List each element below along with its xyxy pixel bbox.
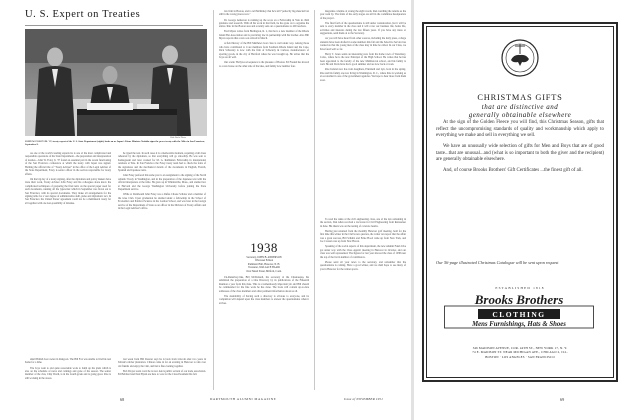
paragraph: Having just returned from the monthly Hanover golf meeting, held for the first time this winter in the Club's new quarters, the writer can report that the affair was a great success. Bill Schultz and Ernie Hood came up from New York, and Joe Crossan was up from New Haven.: [320, 229, 406, 244]
paragraph: Harry T. Jones sends an interesting note from his home town of Waterbury, Conn., where he is the new Principal of the High School. He writes that he has been appointed to the faculty of the new Middletown school, and his family is well. He and Doris have had a good summer and are now back at work.: [320, 52, 406, 67]
paragraph: Un-Ruderlary-like, Bill McDonnell, the secretary of the Chautauqua, his submitted the preparation of a One Directory by its publications of the Fifteenth Reunion a year from this June. This is a tremendously important job and Bill should be commended for the fine work he has done. The book will contain up-to-date addresses of the class members and other pertinent information about us all.: [219, 276, 309, 293]
article-column-2-bottom: [118, 358, 206, 392]
column-rule: [314, 10, 315, 390]
logo-furnishings: Mens Furnishings, Hats & Shoes: [472, 321, 566, 328]
paragraph: Pete Ireland now has twin daughters, Elizabeth and Lyn, born in the spring. Pete and his family are now living in Washington, D. C., where Pete is working as an economist in one of the government agencies. We hope to hear more from them soon.: [320, 68, 406, 82]
photo-credit: Wide World Photo: [170, 137, 186, 139]
paragraph: The desirability of having such a directory is obvious to everyone, and its completion will depend upon the class members to answer the questionnaire when it arrives.: [219, 294, 309, 305]
article-column-3-bottom: [219, 276, 309, 392]
paragraph: last week from Bill Rosster says he is back from Lincoln after two years in Tehran's rubber plantation. Clinton came in for an evening in Hanover to talk over old friends and enjoy the visit, and had a fine evening together.: [118, 358, 206, 368]
established-line: ESTABLISHED 1818: [495, 286, 545, 290]
ad-headline-line: generally obtainable elsewhere: [468, 111, 572, 120]
address-line: 74 E. MADISON ST. NEAR MICHIGAN AVE., CHICAGO 2, ILL.: [472, 350, 568, 355]
running-head-right: Issue of NOVEMBER 1951: [344, 397, 384, 401]
running-head-left: DARTMOUTH ALUMNI MAGAZINE: [210, 397, 277, 401]
article-column-4: [320, 10, 406, 215]
page-number-left: 68: [120, 397, 125, 402]
catalogue-note: Our 56-page illustrated Christmas Catalogue will be sent upon request: [436, 260, 559, 265]
address-line: 346 MADISON AVENUE, COR. 44TH ST., NEW YORK 17, N. Y.: [472, 346, 568, 350]
golden-fleece-emblem-icon: [500, 38, 540, 78]
paragraph: Bob Dwyer reads word he is now Asia's public servant of our trade association. Ed Hebbard and Neal Byam are here to vote for the Class President this fall.: [118, 369, 206, 377]
article-column-5: [320, 218, 406, 392]
article-column-3: [219, 10, 309, 238]
photo-caption: JOHN W. FOLEY JR. '37, treaty expert of the U. S. State Department (right), looks on as Japan's Prime Minister Yoshida signs the peace treaty with the Allies in San Francisco, September 8.: [25, 140, 205, 147]
paragraph: John Foley prefaced this same year to an assignment to the signing of the North Atlantic Treaty in Washington, and in the preparation of the Japanese text with the official interpreters at the table. He grew up in Whitinsville, Mass., and studied law at Harvard and the George Washington University before joining the State Department service.: [118, 174, 206, 192]
photo-image: [25, 29, 207, 136]
page-number-right: 69: [560, 397, 565, 402]
brooks-brothers-ad: [422, 22, 618, 382]
ad-headline-line: that are distinctive and: [481, 102, 559, 111]
ad-headline-line: CHRISTMAS GIFTS: [477, 93, 563, 102]
address-line: BOSTON · LOS ANGELES · SAN FRANCISCO: [485, 354, 555, 359]
paragraph: As one of the world's leading experts he is one of the most complicated and responsible operations of the State Department—the preparation and interpretation of treaties—John W. Foley Jr. '37 found an essential part in the recent functioning of the San Francisco conference at which the treaty with Japan was signed. Holding the official title of "Treaty Adviser" in the office of the Legal Adviser of the State Department, Foley is senior officer in the section responsible for treaty affairs.: [25, 152, 111, 176]
title-rule: [25, 25, 203, 26]
column-rule: [213, 10, 214, 390]
treasurer-name: Treasurer, WALLACE BLAIR: [248, 266, 280, 270]
paragraph: law firm in Boston, and to tell McKinley that he's still "perfectly big-muscled but still in the wrong places now.": [219, 10, 309, 17]
paragraph: As you will have heard from other sources, including the daily press, college students have been drafted in some numbers this fall and the Selective Service has warned us that the young men of the class may in time be called. In our Class, we have fared well so far.: [320, 37, 406, 51]
paragraph: he typed the text. In such cases it is a memorable moment, requiring a full dress rehearsal by the diplomats, so that everything will go smoothly. He was sent to Kamagasaki and later worked for M. G. Ruthinnan Fellowship in international relations at Yale. In San Francisco the Foley treaty team had to check the fonts of the signatures and the mechanical details of the documents in English, French, Spanish and Japanese texts.: [118, 152, 206, 173]
class-year-box: [220, 240, 308, 273]
secretary-address: Parkhurst Hall, Hanover, N. H.: [247, 262, 281, 266]
article-column-1: [25, 152, 111, 382]
paragraph: small British boat owner in Rangoon. The Bill Fox was unable to find his real home for a time.: [25, 358, 111, 365]
paragraph: On the big day of a treaty signing, after the diplomats and policy makers have done their work, Treaty Adviser John Foley and his colleagues alone know the complicated techniques of preparing the final texts on the special paper used for such documents, running off the typewriter which in September was flown out to San Francisco with its special documents. They make all arrangements for the signing table for a vast degree of administrative skill, pulse and diplomatic tact. In San Francisco the United States' agreement could not be a multilateral treaty for all together with one non-possibility of mistake.: [25, 177, 111, 205]
paragraph: Fred Myers writes from Burlington, R. I., that he is a new member of the Rhode Island Bar Association and is practicing law in partnership with his brother. Also Bill Myers reports that a new son arrived in March.: [219, 30, 309, 41]
ad-body: [436, 120, 604, 179]
secretary-name: Secretary, JOHN B. ANDERSON: [246, 256, 282, 259]
ad-paragraph: And, of course Brooks Brothers' Gift Certificates ...the finest gift of all.: [443, 168, 583, 174]
logo-clothing: CLOTHING: [492, 310, 546, 319]
paragraph: To read the ranks of the civil engineering class, one of the few remaining in the section, Dan Allen received a doctorate in Civil Engineering from Rensselaer in June. His thesis was on the testing of concrete beams.: [320, 218, 406, 228]
paragraph: A field history of the Bill Matthews boat class is well under way. Among those who have contributed to it are members from Southern Rhode Island and the Cape. Dick Schwanty is now with the firm of Schwanty & Carlson, manufacturers of sporting goods, in the city of Hartford where he was brought up. He writes that the boys are all well.: [219, 42, 309, 60]
paragraph: While at Dartmouth John Foley was a Rufus Choate Scholar and a member of the Glee Club. Upon graduation he studied under a fellowship in the School of Economics and Political Science in the London School, and was later in the foreign service of the Department of State as an officer in the Division of Treaty Affairs and in the Legal Adviser's office.: [118, 193, 206, 210]
class-year: 1938: [250, 240, 278, 255]
ad-paragraph: At the sign of the Golden Fleece you will find, this Christmas Season, gifts that reflect the uncompromising standards of quality and workmanship which apply to everything we make and sell in everything we sell.: [436, 120, 604, 138]
brooks-brothers-logo: [444, 292, 594, 342]
article-column-2: [118, 152, 206, 356]
article-title: U. S. Expert on Treaties: [25, 9, 141, 20]
ad-headline: [424, 94, 616, 120]
store-addresses: [434, 346, 606, 359]
paragraph: Our scenic Hollywood sequence is the pleasure of Boston. Ed Freund has moved to a new house on the other side of the lake, and family now number four.: [219, 61, 309, 68]
article-column-1-bottom: [25, 358, 111, 392]
paragraph: The final form of the questionnaire is still under consideration, but it will be sent to every member in the class and it will cover our business life, home life, activities and interests during the last fifteen years. If you have any ideas or suggestions, send them on to the Secretary.: [320, 21, 406, 36]
logo-brand: Brooks Brothers: [474, 292, 564, 307]
secretary-org: Wiscasset Edison: [254, 259, 274, 263]
ad-paragraph: We have an unusually wide selection of gifts for Men and Boys that are of good taste...that are unusual...and (what is so important to both the giver and the recipient) are generally obtainable elsewhere.: [436, 144, 604, 163]
paragraph: Speaking of the social aspects of this department, the new Alumni Fund drive got under way with the Class Agents' meeting in Hanover in October, and our class was well represented. The figures for last year showed the class of 1938 near the top of the list in number of contributors.: [320, 245, 406, 259]
treasurer-address: Over Mead Street, Milford, Conn.: [246, 269, 282, 273]
paragraph: magazine columns of swung the eight words, then watching the returns as the year went by. The fruits of the early stages are still in the committee headquarters of the project.: [320, 10, 406, 20]
article-photo: [25, 29, 207, 136]
paragraph: Please send all your news to the secretary, and remember that the questionnaire is coming. Have a good winter, and we shall hope to see many of you in Hanover for the winter sports.: [320, 260, 406, 271]
paragraph: Dr. George Anderson is running up the score on a Fellowship in Yale in child guidance and research. With all his work in that field, he has gone on to organize the entire clinic in the Boston area and recently sent out a questionnaire to 400 teachers.: [219, 18, 309, 29]
paragraph: The boys went to and quite reasonable work to build up the plant which is also on the schedule of news and comings and gone of the season. The senior member of the clan, Chip Worth, is in the fourth grade and is going great. Pete is still working in the stores.: [25, 366, 111, 380]
